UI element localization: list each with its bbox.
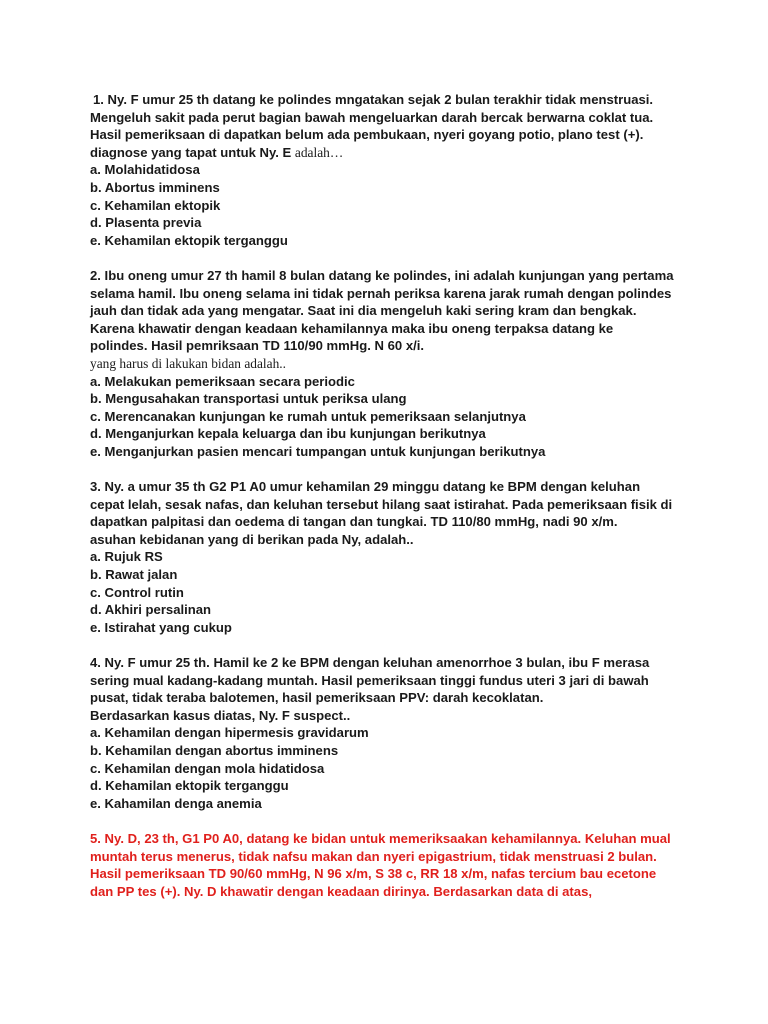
question-2-option-a: a. Melakukan pemeriksaan secara periodic [90,373,355,389]
question-2-question-line: yang harus di lakukan bidan adalah.. [90,355,286,371]
question-4-option-b: b. Kehamilan dengan abortus imminens [90,742,339,758]
question-4-option-a: a. Kehamilan dengan hipermesis gravidarum [90,725,369,741]
question-3-option-c: c. Control rutin [90,584,184,600]
question-4-option-e: e. Kahamilan denga anemia [90,795,262,811]
question-3-option-e: e. Istirahat yang cukup [90,619,232,635]
document-body [90,91,690,918]
question-1-stem-tail: adalah… [294,144,344,160]
question-1-option-b: b. Abortus imminens [90,179,220,195]
question-1-option-c: c. Kehamilan ektopik [90,197,221,213]
question-1-stem [90,91,690,161]
question-1 [90,91,690,249]
question-4-option-d: d. Kehamilan ektopik terganggu [90,778,289,794]
question-2-stem: 2. Ibu oneng umur 27 th hamil 8 bulan datang ke polindes, ini adalah kunjungan yang pertama selama hamil. Ibu oneng selama ini tidak pernah periksa karena jarak rumah dengan polindes jauh dan tidak ada yang mengatar. Saat ini dia mengeluh kaki sering kram dan bengkak. Karena khawatir dengan keadaan kehamilannya maka ibu oneng terpaksa datang ke polindes. Hasil pemriksaan TD 110/90 mmHg. N 60 x/i. [90,267,674,354]
question-1-option-d: d. Plasenta previa [90,215,202,231]
question-3-option-d: d. Akhiri persalinan [90,602,212,618]
question-2-option-e: e. Menganjurkan pasien mencari tumpangan untuk kunjungan berikutnya [90,443,546,459]
question-2 [90,267,690,461]
question-2-option-d: d. Menganjurkan kepala keluarga dan ibu kunjungan berikutnya [90,426,486,442]
question-5-stem: 5. Ny. D, 23 th, G1 P0 A0, datang ke bidan untuk memeriksaakan kehamilannya. Keluhan mual muntah terus menerus, tidak nafsu makan dan nyeri epigastrium, tidak menstruasi 2 bulan. Hasil pemeriksaan TD 90/60 mmHg, N 96 x/m, S 38 c, RR 18 x/m, nafas tercium bau ecetone dan PP tes (+). Ny. D khawatir dengan keadaan dirinya. Berdasarkan data di atas, [90,830,671,899]
question-4-stem: 4. Ny. F umur 25 th. Hamil ke 2 ke BPM dengan keluhan amenorrhoe 3 bulan, ibu F merasa sering mual kadang-kadang muntah. Hasil pemeriksaan tinggi fundus uteri 3 jari di bawah pusat, tidak teraba balotemen, hasil pemeriksaan PPV: darah kecoklatan. Berdasarkan kasus diatas, Ny. F suspect.. [90,655,650,723]
question-3-option-a: a. Rujuk RS [90,549,163,565]
question-1-option-a: a. Molahidatidosa [90,162,200,178]
question-3 [90,478,690,636]
question-5 [90,830,690,900]
question-1-stem-text: 1. Ny. F umur 25 th datang ke polindes mngatakan sejak 2 bulan terakhir tidak menstruasi. Mengeluh sakit pada perut bagian bawah mengeluarkan darah bercak berwarna coklat tua. Hasil pemeriksaan di dapatkan belum ada pembukaan, nyeri goyang potio, plano test (+). diagnose yang tapat untuk Ny. E [90,92,654,160]
question-4-option-c: c. Kehamilan dengan mola hidatidosa [90,760,325,776]
question-2-option-c: c. Merencanakan kunjungan ke rumah untuk pemeriksaan selanjutnya [90,408,526,424]
question-4 [90,654,690,812]
question-1-option-e: e. Kehamilan ektopik terganggu [90,232,288,248]
question-2-option-b: b. Mengusahakan transportasi untuk periksa ulang [90,391,407,407]
question-3-stem: 3. Ny. a umur 35 th G2 P1 A0 umur kehamilan 29 minggu datang ke BPM dengan keluhan cepat lelah, sesak nafas, dan keluhan tersebut hilang saat istirahat. Pada pemeriksaan fisik di dapatkan palpitasi dan oedema di tangan dan tungkai. TD 110/80 mmHg, nadi 90 x/m. asuhan kebidanan yang di berikan pada Ny, adalah.. [90,479,673,547]
question-3-option-b: b. Rawat jalan [90,567,178,583]
